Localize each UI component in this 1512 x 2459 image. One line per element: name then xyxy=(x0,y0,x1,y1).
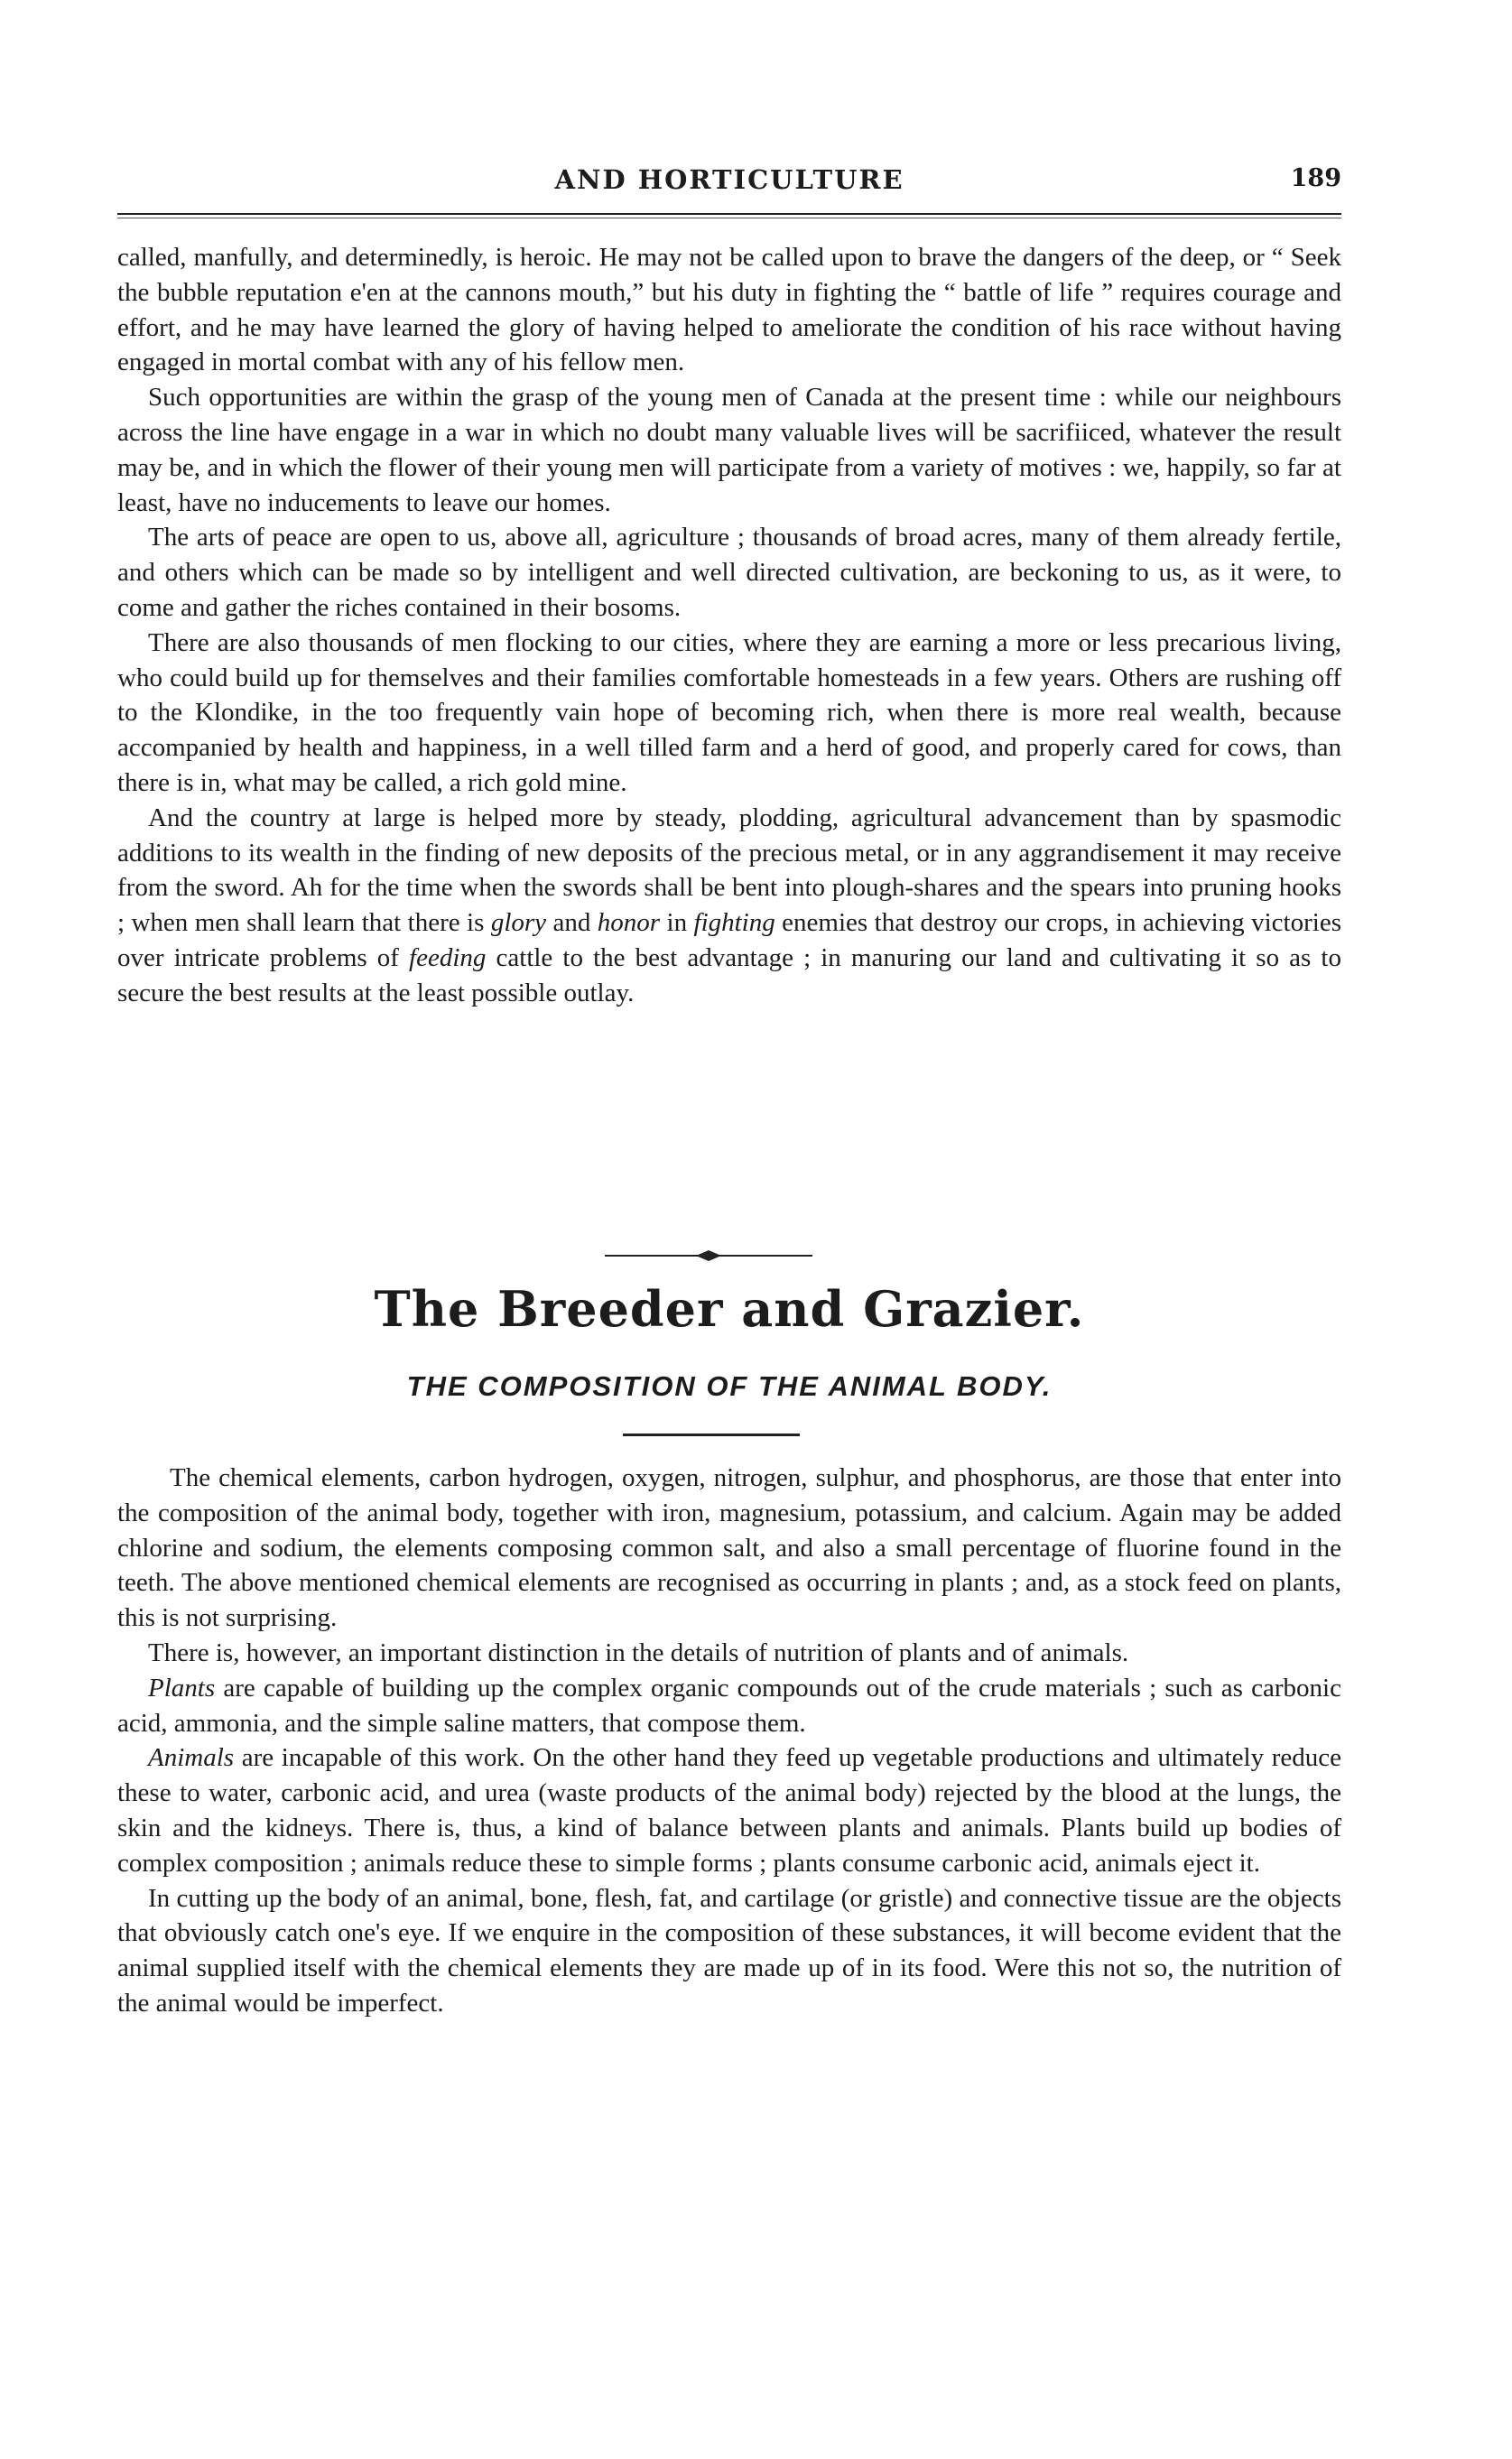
paragraph: There is, however, an important distinction in the details of nutrition of plants and of animals. xyxy=(148,1638,1129,1667)
intro-text xyxy=(117,240,1341,1011)
paragraph: There are also thousands of men flocking to our cities, where they are earning a more or less precarious living, who could build up for themselves and their families comfortable homesteads in a few years. Others are rushing off to the Klondike, in the too frequently vain hope of becoming rich, when there is more real wealth, because accompanied by health and happiness, in a well tilled farm and a herd of good, and properly cared for cows, than there is in, what may be called, a rich gold mine. xyxy=(117,627,1341,797)
article-title: THE COMPOSITION OF THE ANIMAL BODY. xyxy=(406,1370,1053,1402)
italic-glory: glory xyxy=(490,908,547,938)
header-rule xyxy=(117,213,1341,215)
text-run: in xyxy=(660,908,694,938)
paragraph: The chemical elements, carbon hydrogen, oxygen, nitrogen, sulphur, and phosphorus, are those that enter into the composition of the animal body, together with iron, magnesium, potassium, and calcium. Again may be added chlorine and sodium, the elements composing common salt, and also a small percentage of fluorine found in the teeth. The above mentioned chemical elements are recognised as occurring in plants ; and, as a stock feed on plants, this is not surprising. xyxy=(117,1463,1341,1633)
paragraph xyxy=(117,1740,1341,1880)
italic-fighting: fighting xyxy=(693,908,775,938)
text-run: and xyxy=(546,908,598,938)
title-rule xyxy=(623,1434,800,1436)
page-number: 189 xyxy=(1290,164,1341,192)
italic-feeding: feeding xyxy=(409,942,487,972)
text-run: enemies that destroy our crops, in achieving victories over intricate problems of xyxy=(117,908,1341,972)
running-title: AND HORTICULTURE xyxy=(554,164,904,195)
paragraph xyxy=(117,801,1341,1011)
text-run: are capable of building up the complex organic compounds out of the crude materials ; such as carbonic acid, ammonia, and the simple saline matters, that compose them. xyxy=(117,1673,1341,1738)
paragraph xyxy=(117,1671,1341,1741)
section-ornament xyxy=(605,1249,812,1262)
paragraph: In cutting up the body of an animal, bone, flesh, fat, and cartilage (or gristle) and connective tissue are the objects that obviously catch one's eye. If we enquire in the composition of these substances, it will become evident that the animal supplied itself with the chemical elements they are made up of in its food. Were this not so, the nutrition of the animal would be imperfect. xyxy=(117,1883,1341,2018)
paragraph: The arts of peace are open to us, above all, agriculture ; thousands of broad acres, many of them already fertile, and others which can be made so by intelligent and well directed cultivation, are beckoning to us, as it were, to come and gather the riches contained in their bosoms. xyxy=(117,523,1341,622)
section-heading: The Breeder and Grazier. xyxy=(374,1280,1085,1338)
italic-plants: Plants xyxy=(148,1673,216,1703)
running-head xyxy=(117,161,1341,206)
text-run: are incapable of this work. On the other hand they feed up vegetable productions and ultimately reduce these to water, carbonic acid, and urea (waste products of the animal body) rejected by the blood at the lungs, the skin and the kidneys. There is, thus, a kind of balance between plants and animals. Plants build up bodies of complex composition ; animals reduce these to simple forms ; plants consume carbonic acid, animals eject it. xyxy=(117,1743,1341,1878)
text-run: And the country at large is helped more by steady, plodding, agricultural advancement than by spasmodic additions to its wealth in the finding of new deposits of the precious metal, or in any aggrandisement it may receive from the sword. Ah for the time when the swords shall be bent into plough-shares and the spears into pruning hooks ; when men shall learn that there is xyxy=(117,803,1341,938)
text-run: cattle to the best advantage ; in manuring our land and cultivating it so as to secure the best results at the least possible outlay. xyxy=(117,942,1341,1007)
italic-honor: honor xyxy=(597,908,661,938)
article-text xyxy=(117,1461,1341,2021)
ornament-diamond xyxy=(696,1250,721,1261)
italic-animals: Animals xyxy=(148,1743,235,1773)
paragraph: Such opportunities are within the grasp of the young men of Canada at the present time : while our neighbours across the line have engage in a war in which no doubt many valuable lives will be sacrifiiced, whatever the result may be, and in which the flower of their young men will participate from a variety of motives : we, happily, so far at least, have no inducements to leave our homes. xyxy=(117,383,1341,517)
paragraph: called, manfully, and determinedly, is heroic. He may not be called upon to brave the dangers of the deep, or “ Seek the bubble reputation e'en at the cannons mouth,” but his duty in fighting the “ battle of life ” requires courage and effort, and he may have learned the glory of having helped to ameliorate the condition of his race without having engaged in mortal combat with any of his fellow men. xyxy=(117,243,1341,377)
